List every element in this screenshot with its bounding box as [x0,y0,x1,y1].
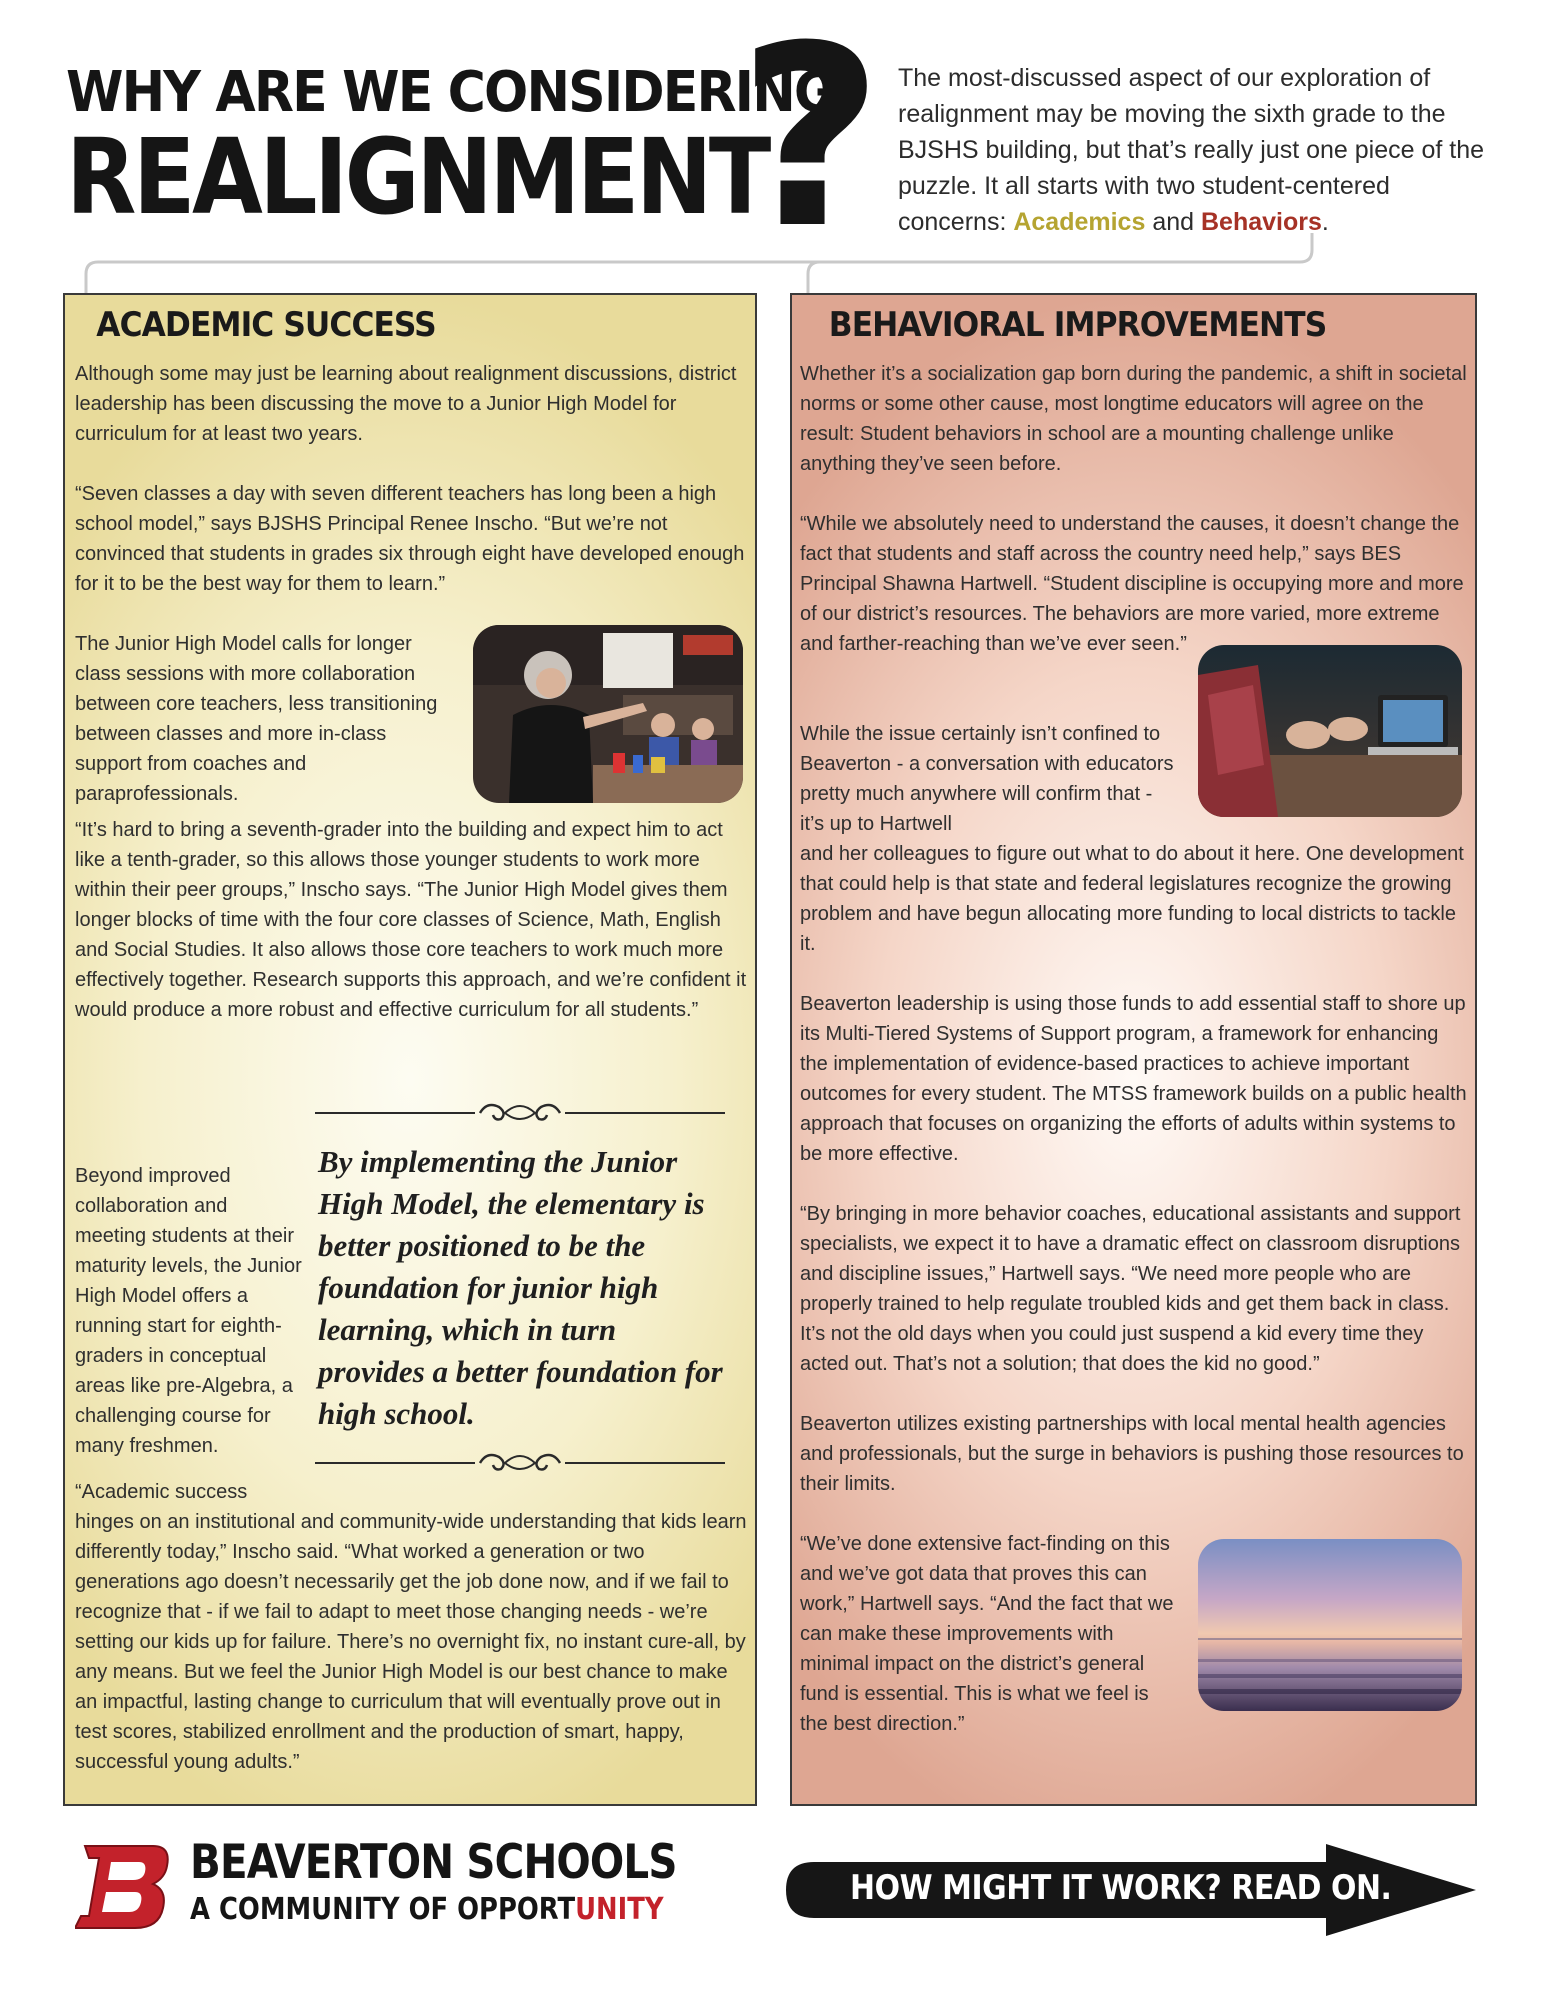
behavioral-paragraph-2: “While we absolutely need to understand the causes, it doesn’t change the fact that students and staff across the country need help,” says BES Principal Shawna Hartwell. “Student discipline is occupying more and more of our district’s resources. The behaviors are more varied, more extreme and farther-reaching than we’ve ever seen.” [800,513,1464,655]
academic-paragraph-6: hinges on an institutional and community-wide understanding that kids learn differently today,” Inscho said. “What worked a generation or two generations ago doesn’t necessarily get the job done now, and if we fail to recognize that - if we fail to adapt to meet those changing needs - we’re setting our kids up for failure. There’s no overnight fix, no instant cure-all, by any means. But we feel the Junior High Model is our best chance to make an impactful, lasting change to curriculum that will eventually prove out in test scores, stabilized enrollment and the production of smart, happy, successful young adults.” [75,1511,747,1773]
behavioral-improvements-panel [790,293,1477,1806]
behavioral-paragraph-7: “We’ve done extensive fact-finding on this and we’ve got data that proves this can work,” Hartwell says. “And the fact that we can make these improvements with minimal impact on the district’s general fund is essential. This is what we feel is the best direction.” [800,1533,1174,1735]
behavioral-paragraph-1: Whether it’s a socialization gap born during the pandemic, a shift in societal norms or some other cause, most longtime educators will agree on the result: Student behaviors in school are a mounting challenge unlike anything they’ve seen before. [800,363,1467,475]
classroom-teacher-photo [473,625,743,803]
academic-paragraph-3: The Junior High Model calls for longer class sessions with more collaboration between core teachers, less transitioning between classes and more in-class support from coaches and paraprofessionals. [75,633,438,805]
pullquote-ornament-top [315,1091,725,1131]
discussion-hands-photo [1198,645,1462,817]
behavioral-paragraph-3: While the issue certainly isn’t confined to Beaverton - a conversation with educators pretty much anywhere will confirm that - it’s up to Hartwell [800,723,1174,835]
beaverton-b-logo [75,1838,175,1936]
intro-academics: Academics [1013,208,1146,236]
academic-paragraph-1: Although some may just be learning about realignment discussions, district leadership has been discussing the move to a Junior High Model for curriculum for at least two years. [75,363,737,445]
sunset-water-photo [1198,1539,1462,1711]
academic-panel-title: ACADEMIC SUCCESS [96,305,436,345]
classroom-photo-illustration [473,625,743,803]
page-headline [66,60,835,238]
brand-tagline [190,1892,664,1928]
pullquote: By implementing the Junior High Model, the elementary is better positioned to be the foundation for junior high learning, which in turn provides a better foundation for high school. [318,1144,723,1431]
behavioral-paragraph-5: “By bringing in more behavior coaches, educational assistants and support specialists, we expect it to have a dramatic effect on classroom disruptions and discipline issues,” Hartwell says. “We need more people who are properly trained to help regulate troubled kids and get them back in class. It’s not the old days when you could just suspend a kid every time they acted out. That’s not a solution; that does the kid no good.” [800,1203,1461,1375]
tagline-suffix: UNITY [575,1892,664,1927]
question-mark-graphic: ? [738,0,884,283]
behavioral-paragraph-3-continued: and her colleagues to figure out what to do about it here. One development that could help is that state and federal legislatures recognize the growing problem and have begun allocating more funding to local districts to tackle it. [800,843,1464,955]
intro-period: . [1321,208,1329,236]
intro-and: and [1152,208,1195,236]
intro-paragraph [898,60,1488,240]
headline-line-2: REALIGNMENT [66,116,768,238]
academic-paragraph-2: “Seven classes a day with seven different teachers has long been a high school model,” says BJSHS Principal Renee Inscho. “But we’re not convinced that students in grades six through eight have developed enough for it to be the best way for them to learn.” [75,483,745,595]
tagline-prefix: A COMMUNITY OF OPPORT [190,1892,576,1927]
academic-paragraph-6-lead: “Academic success [75,1481,248,1503]
intro-text: The most-discussed aspect of our exploration of realignment may be moving the sixth grade to the BJSHS building, but that’s really just one piece of the puzzle. It all starts with two student-centered concerns: [898,64,1484,236]
academic-success-panel [63,293,757,1806]
academic-paragraph-4: “It’s hard to bring a seventh-grader into the building and expect him to act like a tenth-grader, so this allows those younger students to work more within their peer groups,” Inscho says. “The Junior High Model gives them longer blocks of time with the four core classes of Science, Math, English and Social Studies. It also allows those core teachers to work much more effectively together. Research supports this approach, and we’re confident it would produce a more robust and effective curriculum for all students.” [75,819,747,1021]
behavioral-paragraph-4: Beaverton leadership is using those funds to add essential staff to shore up its Multi-Tiered Systems of Support program, a framework for enhancing the implementation of evidence-based practices to achieve important outcomes for every student. The MTSS framework builds on a public health approach that focuses on organizing the efforts of adults within systems to be more effective. [800,993,1467,1165]
read-on-label[interactable]: HOW MIGHT IT WORK? READ ON. [850,1868,1392,1908]
intro-behaviors: Behaviors [1201,208,1322,236]
headline-line-1: WHY ARE WE CONSIDERING [66,60,835,125]
pullquote-ornament-bottom [315,1443,725,1483]
discussion-photo-illustration [1198,645,1462,817]
academic-paragraph-5: Beyond improved collaboration and meeting students at their maturity levels, the Junior High Model offers a running start for eighth-graders in conceptual areas like pre-Algebra, a challenging course for many freshmen. [75,1165,302,1457]
behavioral-paragraph-6: Beaverton utilizes existing partnerships with local mental health agencies and professionals, but the surge in behaviors is pushing those resources to their limits. [800,1413,1464,1495]
sunset-photo-illustration [1198,1539,1462,1711]
logo-letter: B [75,1838,76,1839]
brand-name: BEAVERTON SCHOOLS [190,1835,677,1890]
behavioral-panel-title: BEHAVIORAL IMPROVEMENTS [828,305,1327,345]
